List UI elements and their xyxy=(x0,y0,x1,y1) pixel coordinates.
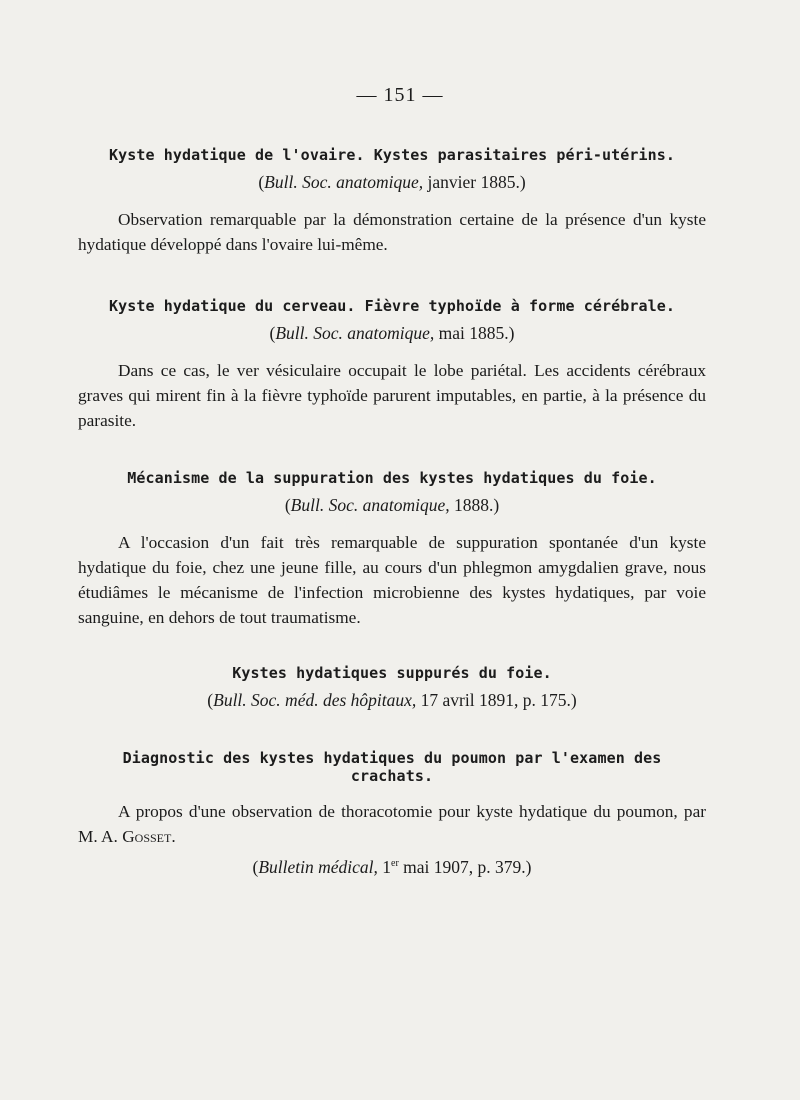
author-name: Gosset. xyxy=(122,827,176,846)
section-heading: Kystes hydatiques suppurés du foie. xyxy=(232,664,552,682)
section-ovary-cyst xyxy=(78,146,706,257)
section-body: Observation remarquable par la démonstration certaine de la présence d'un kyste hydatique développé dans l'ovaire lui-même. xyxy=(78,210,706,254)
section-brain-cyst xyxy=(78,297,706,433)
section-heading: Mécanisme de la suppuration des kystes hydatiques du foie. xyxy=(127,469,657,487)
section-heading: Kyste hydatique du cerveau. Fièvre typhoïde à forme cérébrale. xyxy=(108,297,676,315)
section-heading: Diagnostic des kystes hydatiques du poumon par l'examen des crachats. xyxy=(122,749,662,785)
section-heading: Kyste hydatique de l'ovaire. Kystes parasitaires péri-utérins. xyxy=(108,146,676,164)
section-liver-suppuration xyxy=(78,469,706,630)
section-reference: (Bull. Soc. anatomique, janvier 1885.) xyxy=(258,172,526,192)
reference-date: mai 1885.) xyxy=(434,323,515,343)
page-number: — 151 — xyxy=(356,84,444,106)
reference-source: Bull. Soc. anatomique, xyxy=(275,323,435,343)
section-reference: (Bulletin médical, 1er mai 1907, p. 379.) xyxy=(252,857,532,877)
section-body: A propos d'une observation de thoracotomie pour kyste hydatique du poumon, par M. A. Gosset. xyxy=(78,802,706,846)
reference-source: Bull. Soc. méd. des hôpitaux, xyxy=(213,690,417,710)
section-body: Dans ce cas, le ver vésiculaire occupait le lobe pariétal. Les accidents cérébraux graves qui mirent fin à la fièvre typhoïde parurent imputables, en partie, à la présence du parasite. xyxy=(78,361,706,430)
reference-source: Bulletin médical, xyxy=(258,857,378,877)
reference-date: janvier 1885.) xyxy=(423,172,526,192)
section-suppurated-liver-cysts xyxy=(78,664,706,711)
reference-date: 17 avril 1891, p. 175.) xyxy=(416,690,577,710)
section-lung-cyst-diagnosis xyxy=(78,749,706,878)
section-reference: (Bull. Soc. anatomique, mai 1885.) xyxy=(269,323,515,343)
section-reference: (Bull. Soc. anatomique, 1888.) xyxy=(284,495,500,515)
reference-source: Bull. Soc. anatomique, xyxy=(264,172,424,192)
section-body: A l'occasion d'un fait très remarquable de suppuration spontanée d'un kyste hydatique du foie, chez une jeune fille, au cours d'un phlegmon amygdalien grave, nous étudiâmes le mécanisme de l'infection microbienne des kystes hydatiques, par voie sanguine, en dehors de tout traumatisme. xyxy=(78,533,706,627)
reference-date: mai 1907, p. 379.) xyxy=(398,857,532,877)
reference-source: Bull. Soc. anatomique, xyxy=(290,495,450,515)
reference-date: 1888.) xyxy=(449,495,500,515)
section-reference: (Bull. Soc. méd. des hôpitaux, 17 avril 1891, p. 175.) xyxy=(207,690,577,710)
